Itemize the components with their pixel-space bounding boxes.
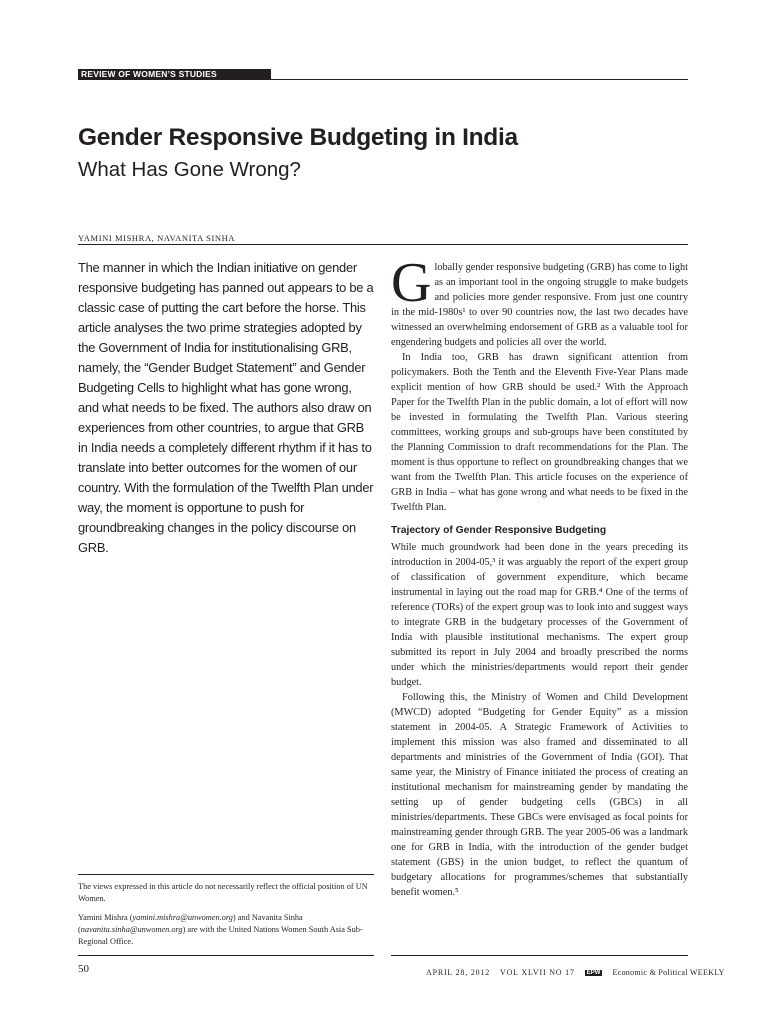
footer-rule-right: [391, 955, 688, 956]
author-byline: YAMINI MISHRA, NAVANITA SINHA: [78, 233, 236, 243]
disclaimer-footnote: The views expressed in this article do not necessarily reflect the official position of UN Women.: [78, 882, 368, 903]
abstract: The manner in which the Indian initiative on gender responsive budgeting has panned out appears to be a classic case of putting the cart before the horse. This article analyses the two prime strategies adopted by the Government of India for institutionalising GRB, namely, the “Gender Budget Statement” and Gender Budgeting Cells to highlight what has gone wrong, and what needs to be fixed. The authors also draw on experiences from other countries, to argue that GRB in India needs a completely different rhythm if it has to translate into better outcomes for the women of our country. With the formulation of the Twelfth Plan under way, the moment is opportune to push for groundbreaking changes in the policy discourse on GRB.: [78, 260, 374, 555]
page-number: 50: [78, 963, 89, 975]
body-paragraph: [391, 252, 688, 350]
author-email-1[interactable]: yamini.mishra@unwomen.org: [132, 913, 233, 922]
article-title: Gender Responsive Budgeting in India: [78, 124, 518, 151]
drop-cap: G: [391, 252, 432, 314]
section-label: REVIEW OF WOMEN’S STUDIES: [81, 69, 217, 79]
issue-volume: VOL XLVII NO 17: [500, 968, 575, 977]
article-subtitle: What Has Gone Wrong?: [78, 158, 301, 181]
section-heading: Trajectory of Gender Responsive Budgeting: [391, 525, 607, 536]
journal-name: Economic & Political WEEKLY: [612, 968, 725, 977]
journal-footer: [426, 968, 735, 977]
affiliation-text-3: ) are with the United Nations Women South Asia Sub-Regional Office.: [78, 925, 363, 946]
author-email-2[interactable]: navanita.sinha@unwomen.org: [80, 925, 183, 934]
body-paragraph: While much groundwork had been done in the years preceding its introduction in 2004-05,³ it was arguably the report of the expert group of classification of government expenditure, which became instrumental in laying out the road map for GRB.⁴ One of the terms of reference (TORs) of the expert group was to look into and suggest ways to integrate GRB in the budgetary processes of the Government of India with plausible institutional mechanisms. The expert group submitted its report in July 2004 and broadly prescribed the norms under which the ministries/departments would report their gender budget.: [391, 542, 688, 688]
byline-rule: [78, 244, 688, 245]
body-paragraph: In India too, GRB has drawn significant attention from policymakers. Both the Tenth and the Eleventh Five-Year Plans made explicit mention of how GRB should be used.² With the Approach Paper for the Twelfth Plan in the public domain, a lot of effort will now be invested in formulating the Twelfth Plan. Various steering committees, working groups and sub-groups have been constituted by the Planning Commission to draft recommendations for the Plan. The moment is thus opportune to reflect on groundbreaking changes that we want from the Twelfth Plan. This article focuses on the experience of GRB in India – what has gone wrong and what needs to be fixed in the Twelfth Plan.: [391, 352, 688, 513]
footnote-rule: [78, 874, 374, 875]
affiliation-text-2: ) and Navanita Sinha (: [78, 913, 303, 934]
author-affiliation-footnote: [78, 912, 374, 948]
article-body: [391, 252, 688, 900]
epw-logo: EPW: [586, 969, 601, 976]
affiliation-text-1: Yamini Mishra (: [78, 913, 133, 922]
issue-date: APRIL 28, 2012: [426, 968, 491, 977]
section-rule: [271, 79, 688, 80]
paragraph-1-text: lobally gender responsive budgeting (GRB) has come to light as an important tool in the ongoing struggle to make budgets and policies more gender responsive. From just one country in the mid-1980s¹ to over 90 countries now, the last two decades have witnessed an overwhelming endorsement of GRB as a valuable tool for engendering budgets and policies all over the world.: [391, 262, 688, 348]
footer-rule-left: [78, 955, 374, 956]
body-paragraph: Following this, the Ministry of Women and Child Development (MWCD) adopted “Budgeting for Gender Equity” as a mission statement in 2004-05. A Strategic Framework of Activities to implement this mission was also framed and disseminated to all departments and ministries of the Government of India (GOI). That same year, the Ministry of Finance initiated the process of creating an institutional mechanism for mainstreaming gender by mandating the setting up of gender budgeting cells (GBCs) in all ministries/departments. These GBCs were envisaged as focal points for mainstreaming gender through GRB. The year 2005-06 was a landmark one for GRB in India, with the introduction of the gender budget statement (GBS) in the union budget, to reflect the quantum of budgetary allocations for programmes/schemes that substantially benefit women.⁵: [391, 692, 688, 898]
